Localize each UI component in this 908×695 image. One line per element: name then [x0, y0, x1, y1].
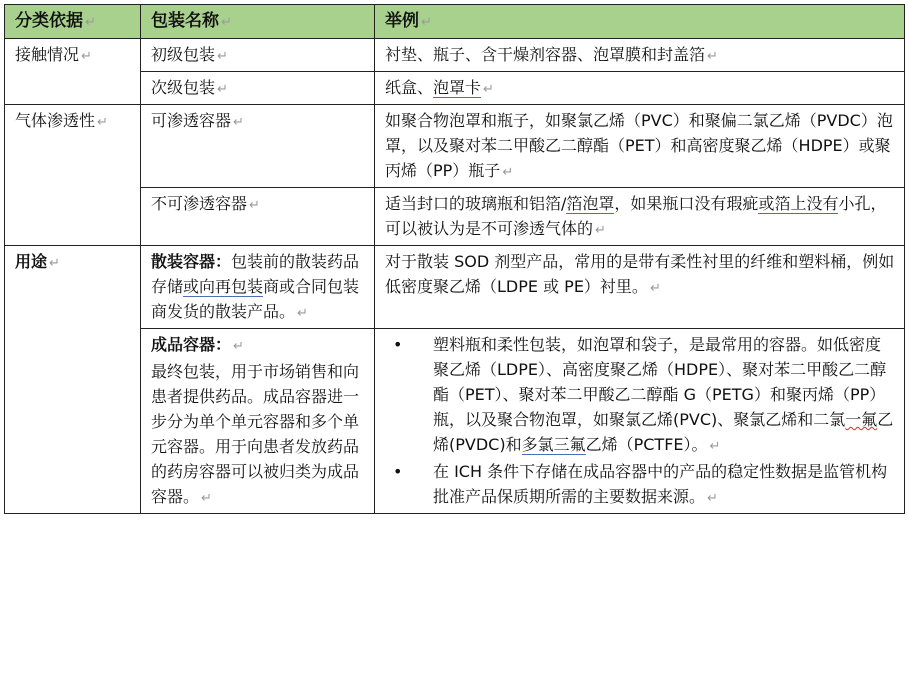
- name-bulk-container: 散装容器：包装前的散装药品存储或向再包装商或合同包装商发货的散装产品。 ↵: [141, 246, 375, 329]
- example-permeable: 如聚合物泡罩和瓶子，如聚氯乙烯（PVC）和聚偏二氯乙烯（PVDC）泡罩，以及聚对苯二甲酸乙二醇酯（PET）和高密度聚乙烯（HDPE）或聚丙烯（PP）瓶子 ↵: [375, 105, 905, 188]
- header-package-name: 包装名称 ↵: [141, 5, 375, 39]
- name-finished-container: 成品容器： ↵ 最终包装，用于市场销售和向患者提供药品。成品容器进一步分为单个单元容器和多个单元容器。用于向患者发放药品的药房容器可以被归类为成品容器。 ↵: [141, 329, 375, 514]
- list-item: • 在 ICH 条件下存储在成品容器中的产品的稳定性数据是监管机构批准产品保质期所需的主要数据来源。 ↵: [385, 459, 896, 511]
- category-usage: 用途 ↵: [5, 246, 141, 514]
- example-finished-container: [375, 329, 905, 514]
- name-impermeable: 不可渗透容器 ↵: [141, 188, 375, 246]
- packaging-classification-table: [4, 4, 905, 514]
- category-permeability: 气体渗透性 ↵: [5, 105, 141, 246]
- table-header-row: [5, 5, 905, 39]
- list-item: • 塑料瓶和柔性包装，如泡罩和袋子，是最常用的容器。如低密度聚乙烯（LDPE）、高密度聚乙烯（HDPE）、聚对苯二甲酸乙二醇酯（PET）、聚对苯二甲酸乙二醇酯 G（PETG）和聚丙烯（PP）瓶，以及聚合物泡罩，如聚氯乙烯(PVC)、聚氯乙烯和二氯一氟乙烯(PVDC)和多氯三氟乙烯（PCTFE）。 ↵: [385, 332, 896, 459]
- header-example: 举例 ↵: [375, 5, 905, 39]
- table-row: [5, 39, 905, 72]
- example-bulk-container: 对于散装 SOD 剂型产品，常用的是带有柔性衬里的纤维和塑料桶，例如低密度聚乙烯（LDPE 或 PE）衬里。 ↵: [375, 246, 905, 329]
- category-contact: 接触情况 ↵: [5, 39, 141, 105]
- name-secondary: 次级包装 ↵: [141, 72, 375, 105]
- name-permeable: 可渗透容器 ↵: [141, 105, 375, 188]
- table-row: [5, 105, 905, 188]
- example-impermeable: 适当封口的玻璃瓶和铝箔/箔泡罩，如果瓶口没有瑕疵或箔上没有小孔，可以被认为是不可渗透气体的 ↵: [375, 188, 905, 246]
- table-row: [5, 246, 905, 329]
- finished-example-list: [385, 332, 896, 511]
- name-primary: 初级包装 ↵: [141, 39, 375, 72]
- header-category: 分类依据 ↵: [5, 5, 141, 39]
- example-primary: 衬垫、瓶子、含干燥剂容器、泡罩膜和封盖箔 ↵: [375, 39, 905, 72]
- example-secondary: 纸盒、泡罩卡 ↵: [375, 72, 905, 105]
